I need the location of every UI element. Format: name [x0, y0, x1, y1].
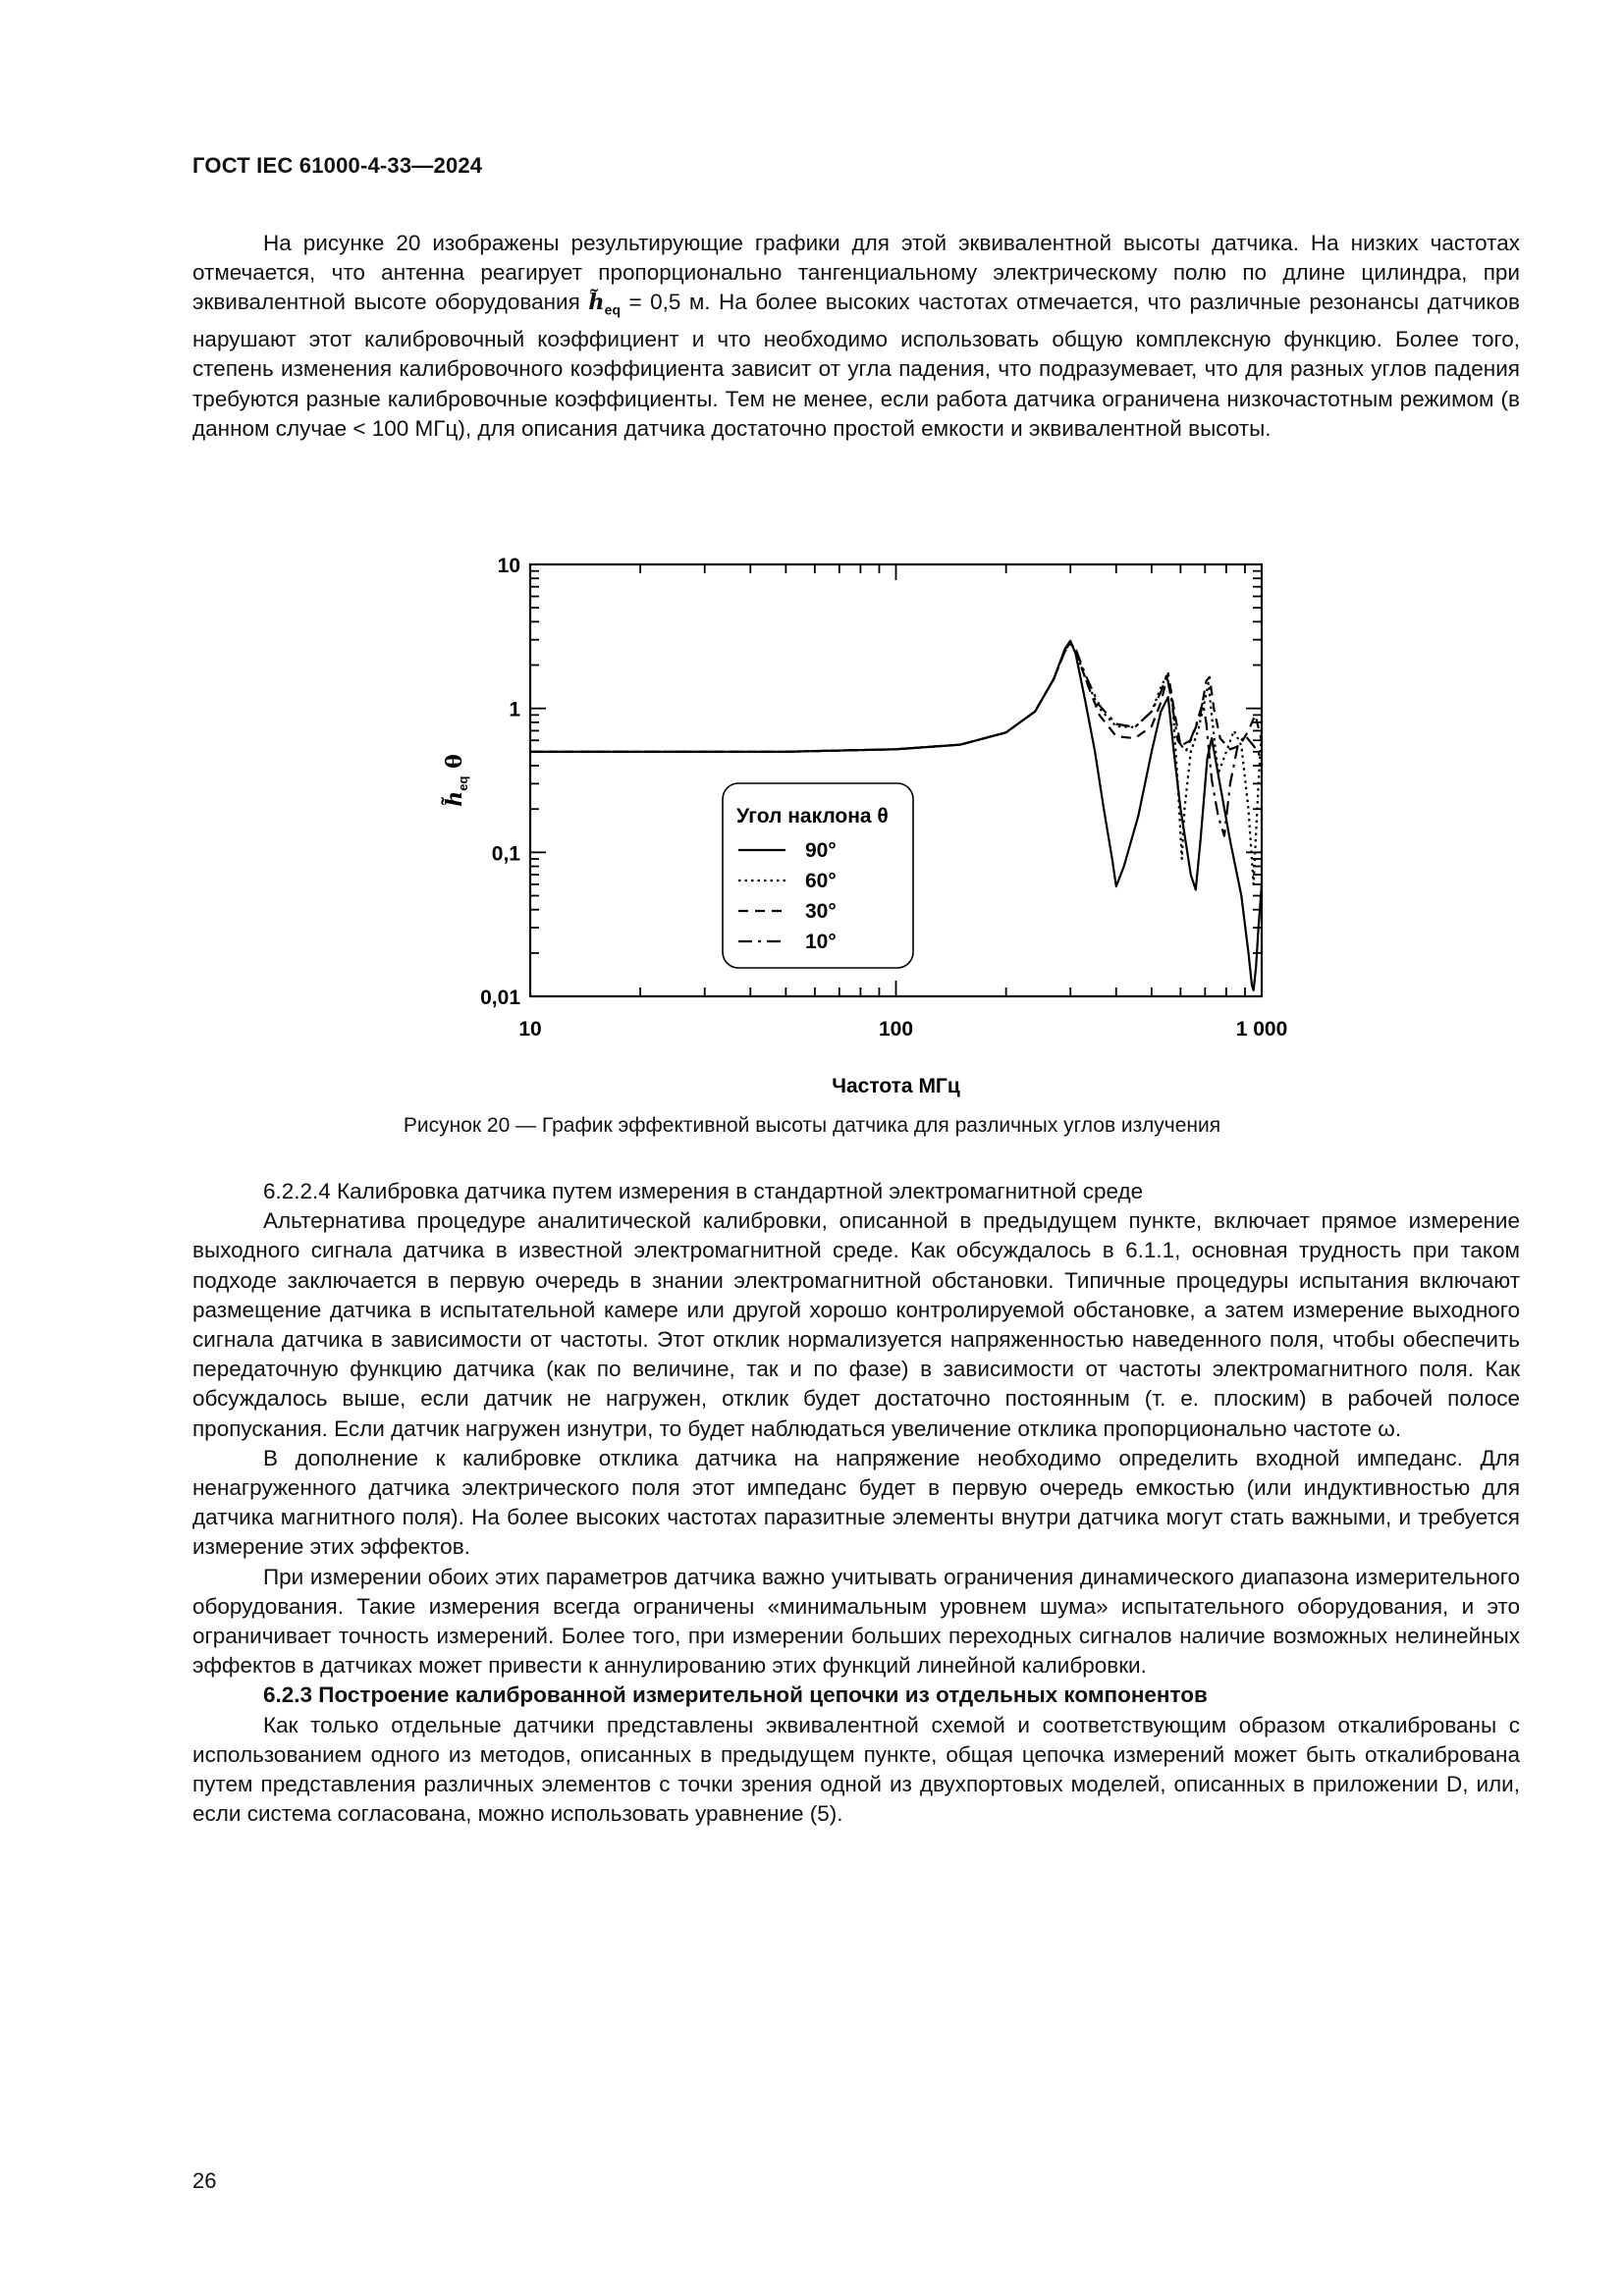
intro-paragraph — [192, 229, 1520, 444]
chart — [0, 530, 1624, 1097]
intro-text-before: На рисунке 20 изображены результирующие графики для этой эквивалентной высоты датчика. На низких частотах отмечается, что антенна реагирует пропорционально тангенциальному электрическому полю по длине цилиндра, при эквивалентной высоте оборудования — [192, 231, 1520, 315]
x-tick-label: 1 000 — [1235, 1018, 1288, 1041]
y-tick-label: 0,1 — [491, 842, 520, 866]
body-paragraph: Альтернатива процедуре аналитической калибровки, описанной в предыдущем пункте, включает прямое измерение выходного сигнала датчика в известной электромагнитной среде. Как обсуждалось в 6.1.1, основная трудность при таком подходе заключается в первую очередь в знании электромагнитной обстановки. Типичные процедуры испытания включают размещение датчика в испытательной камере или другой хорошо контролируемой обстановке, а затем измерение выходного сигнала датчика в зависимости от частоты. Этот отклик нормализуется напряженностью наведенного поля, чтобы обеспечить передаточную функцию датчика (как по величине, так и по фазе) в зависимости от частоты электромагнитного поля. Как обсуждалось выше, если датчик не нагружен, отклик будет достаточно постоянным (т. е. плоским) в рабочей полосе пропускания. Если датчик нагружен изнутри, то будет наблюдаться увеличение отклика пропорционально частоте ω. — [192, 1208, 1520, 1441]
body-paragraph: Как только отдельные датчики представлены эквивалентной схемой и соответствующим образом откалиброваны с использованием одного из методов, описанных в предыдущем пункте, общая цепочка измерений может быть откалибрована путем представления различных элементов с точки зрения одной из двухпортовых моделей, описанных в приложении D, или, если система согласована, можно использовать уравнение (5). — [192, 1712, 1520, 1827]
legend-label: 90° — [805, 839, 837, 862]
section-heading: 6.2.3 Построение калиброванной измерительной цепочки из отдельных компонентов — [263, 1682, 1208, 1708]
figure-caption: Рисунок 20 — График эффективной высоты датчика для различных углов излучения — [403, 1114, 1221, 1137]
y-tick-label: 1 — [509, 698, 520, 721]
y-tick-label: 0,01 — [480, 987, 520, 1009]
equivalent-height-symbol: $h̃_{eq}$ — [588, 290, 621, 318]
legend-label: 10° — [805, 931, 837, 953]
legend-label: 60° — [805, 870, 837, 892]
x-axis-label: Частота МГц — [832, 1075, 960, 1097]
page-number: 26 — [192, 2168, 217, 2193]
body-paragraph: При измерении обоих этих параметров датчика важно учитывать ограничения динамического диапазона измерительного оборудования. Такие измерения всегда ограничены «минимальным уровнем шума» испытательного оборудования, и это ограничивает точность измерений. Более того, при измерении больших переходных сигналов наличие возможных нелинейных эффектов в датчиках может привести к аннулированию этих функций линейной калибровки. — [192, 1564, 1520, 1679]
legend-label: 30° — [805, 900, 837, 923]
body-paragraph: В дополнение к калибровке отклика датчика на напряжение необходимо определить входной импеданс. Для ненагруженного датчика электрического поля этот импеданс будет в первую очередь емкостью (или индуктивностью для датчика магнитного поля). На более высоких частотах паразитные элементы внутри датчика могут стать важными, и требуется измерение этих эффектов. — [192, 1445, 1520, 1560]
legend-title: Угол наклона θ — [736, 805, 889, 828]
intro-text — [192, 229, 1520, 444]
series-line-30deg — [530, 643, 1262, 752]
y-axis-label — [442, 754, 470, 807]
svg-text:h̃eq θ: $h̃_{eq}$ θ — [442, 754, 470, 807]
figure-20 — [0, 530, 1624, 1097]
x-tick-label: 100 — [878, 1018, 914, 1041]
body-paragraph: 6.2.2.4 Калибровка датчика путем измерения в стандартной электромагнитной среде — [263, 1179, 1144, 1203]
y-tick-label: 10 — [497, 555, 520, 577]
body-text — [192, 1177, 1520, 1829]
intro-text-after: = 0,5 м. На более высоких частотах отмечается, что различные резонансы датчиков нарушают этот калибровочный коэффициент и что необходимо использовать общую комплексную функцию. Более того, степень изменения калибровочного коэффициента зависит от угла падения, что подразумевает, что для разных углов падения требуются разные калибровочные коэффициенты. Тем не менее, если работа датчика ограничена низкочастотным режимом (в данном случае < 100 МГц), для описания датчика достаточно простой емкости и эквивалентной высоты. — [192, 290, 1520, 441]
document-header: ГОСТ IEC 61000-4-33—2024 — [192, 153, 483, 178]
x-tick-label: 10 — [518, 1018, 542, 1041]
